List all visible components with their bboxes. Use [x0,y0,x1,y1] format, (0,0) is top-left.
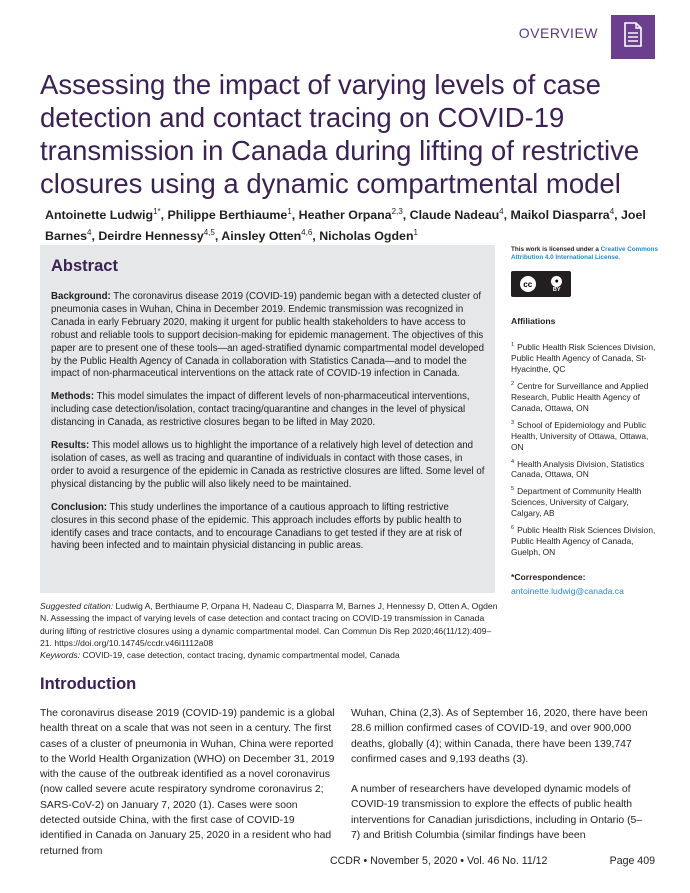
affiliation-item [511,457,661,481]
author-list: Antoinette Ludwig$^{1*}$, Philippe Berthiaume$^1$, Heather Orpana$^{2,3}$, Claude Nadeau$^4$, Maikol Diasparra$^4$, Joel Barnes$^4$, Deirdre Hennessy$^{4,5}$, Ainsley Otten$^{4,6}$, Nicholas Ogden$^1$ [45,207,646,244]
affiliation-text: Centre for Surveillance and Applied Research, Public Health Agency of Canada, Ottawa, ON [511,380,649,413]
abstract-section [51,440,487,492]
abstract-section [51,391,487,430]
author-affiliation-marker: 4,5 [203,228,215,238]
author-name: Claude Nadeau [409,208,500,223]
author-affiliation-marker: 1 [413,228,418,238]
section-label: OVERVIEW [518,25,598,41]
author-name: Ainsley Otten [221,229,302,244]
affiliation-number: 5 [511,486,515,493]
author-name: Nicholas Ogden [319,229,414,244]
author-affiliation-marker: 4,6 [301,228,313,238]
correspondence-heading: *Correspondence: [511,572,586,582]
affiliation-number: 1 [511,342,515,349]
abstract-section-label: Conclusion: [51,501,107,513]
affiliation-item [511,418,661,453]
page-footer [330,855,655,867]
abstract-section-text: The coronavirus disease 2019 (COVID-19) pandemic began with a detected cluster of pneumonia cases in Wuhan, China in December 2019. Endemic transmission was recognized in Canada in early February 2020, making it urgent for public health stakeholders to have access to robust and reliable tools to support decision-making for epidemic management. The objectives of this paper are to present one of these tools—an aged-stratified dynamic compartmental model developed by the Public Health Agency of Canada in collaboration with Statistics Canada—and to model the impact of non-pharmaceutical interventions on the attack rate of COVID-19 infection in Canada. [51,291,484,380]
affiliation-item [511,523,661,558]
author-name: Heather Orpana [298,208,392,223]
affiliation-item [511,484,661,519]
affiliation-number: 3 [511,419,515,426]
intro-right-column [351,706,651,858]
abstract-section-label: Background: [51,291,111,302]
author-affiliation-marker: 4 [609,207,615,216]
cc-by-badge[interactable] [511,271,571,297]
license-link[interactable]: Creative Commons Attribution 4.0 International License. [511,246,658,261]
author-name: Antoinette Ludwig [45,208,154,223]
keywords-text: COVID-19, case detection, contact tracing, dynamic compartmental model, Canada [82,650,400,661]
intro-paragraph: A number of researchers have developed dynamic models of COVID-19 transmission to explore the effects of public health interventions for Canadian jurisdictions, including in Ontario (5–7) and British Columbia (similar findings have been [351,784,643,842]
abstract-section-text: This model simulates the impact of different levels of non-pharmaceutical interventions, including case detection/isolation, contact tracing/quarantine and changes in the level of physical distancing in Canada, as restrictive closures began to be lifted in May 2020. [51,391,470,429]
license-prefix: This work is licensed under a [511,246,601,253]
license-notice [511,246,661,261]
correspondence-email[interactable]: antoinette.ludwig@canada.ca [511,586,624,596]
author-name: Joel Barnes [45,208,646,244]
abstract-section [51,502,487,554]
affiliation-text: School of Epidemiology and Public Health, University of Ottawa, Ottawa, ON [511,419,649,452]
journal-reference: CCDR • November 5, 2020 • Vol. 46 No. 11/12 [330,855,548,867]
suggested-citation [40,600,500,661]
page-number: Page 409 [609,855,655,867]
by-label: BY [552,286,561,293]
author-name: Deirdre Hennessy [98,229,204,244]
citation-text: Ludwig A, Berthiaume P, Orpana H, Nadeau C, Diasparra M, Barnes J, Hennessy D, Otten A, Ogden N. Assessing the impact of varying levels of case detection and contact tracing on COVID-19 transmission in Canada during lifting of restrictive closures using a dynamic compartmental model. Can Commun Dis Rep 2020;46(11/12):409–21. https://doi.org/10.14745/ccdr.v46i1112a08 [40,601,498,648]
abstract-section [51,291,487,381]
abstract-section-label: Methods: [51,391,95,403]
affiliation-text: Department of Community Health Sciences, University of Calgary, Calgary, AB [511,486,642,519]
affiliations-list [511,340,661,558]
affiliation-text: Public Health Risk Sciences Division, Public Health Agency of Canada, Guelph, ON [511,524,656,557]
affiliation-item [511,379,661,414]
affiliation-text: Public Health Risk Sciences Division, Public Health Agency of Canada, St-Hyacinthe, QC [511,341,656,374]
author-name: Philippe Berthiaume [167,208,288,223]
creative-commons-icon: cc [520,276,536,292]
affiliation-item [511,340,661,375]
intro-left-column [40,706,338,874]
abstract-section-text: This study underlines the importance of a cautious approach to lifting restrictive closures in this second phase of the epidemic. This approach includes efforts by public health to identify cases and trace contacts, and to encourage Canadians to get tested if they are at risk of having been infected and to maintain physicial distancing in public areas. [51,501,462,552]
abstract-sections [51,291,487,553]
author-affiliation-marker: 2,3 [391,207,403,216]
affiliation-text: Health Analysis Division, Statistics Canada, Ottawa, ON [511,458,645,480]
intro-paragraph: Wuhan, China (2,3). As of September 16, 2020, there have been 28.6 million confirmed cases of COVID-19, and over 900,000 deaths, globally (4); within Canada, there have been 139,747 confirmed cases and 9,193 deaths (3). [351,708,648,765]
intro-paragraph: The coronavirus disease 2019 (COVID-19) pandemic is a global health threat on a scale that was not seen in a century. The first cases of a cluster of pneumonia in Wuhan, China were reported to the World Health Organization (WHO) on December 31, 2019 with the cause of the outbreak identified as a novel coronavirus (now called severe acute respiratory syndrome coronavirus 2; SARS-CoV-2) on January 7, 2020 (1). Cases were soon detected outside China, with the first case of COVID-19 identified in Canada on January 25, 2020 in a resident who had returned from [40,708,335,857]
author-affiliation-marker: 4 [87,228,92,238]
author-affiliation-marker: 1 [287,207,292,216]
sidebar [511,246,661,596]
overview-badge [611,15,655,59]
attribution-person-icon: ● [551,276,562,287]
citation-label: Suggested citation: [40,601,114,611]
affiliation-number: 6 [511,525,515,532]
affiliation-number: 4 [511,458,515,465]
abstract-section-text: This model allows us to highlight the importance of a relatively high level of detection and isolation of cases, as well as tracing and quarantine of individuals in contact with those cases, in order to avoid a resurgence of the epidemic in Canada as restrictive closures are lifted. Some level of physical distancing by the public will also likely need to be maintained. [51,440,485,490]
author-affiliation-marker: 1* [153,207,161,216]
author-name: Maikol Diasparra [510,208,610,223]
affiliation-number: 2 [511,380,515,387]
abstract-heading: Abstract [51,257,118,275]
abstract-box [40,245,495,593]
affiliations-heading: Affiliations [511,316,556,327]
abstract-section-label: Results: [51,440,90,452]
keywords-label: Keywords: [40,650,81,661]
author-affiliation-marker: 4 [499,207,504,216]
document-icon [623,22,643,52]
introduction-heading: Introduction [40,675,137,693]
article-title: Assessing the impact of varying levels of case detection and contact tracing on COVID-19 transmission in Canada during lifting of restrictive closures using a dynamic compartmental model [40,69,640,199]
